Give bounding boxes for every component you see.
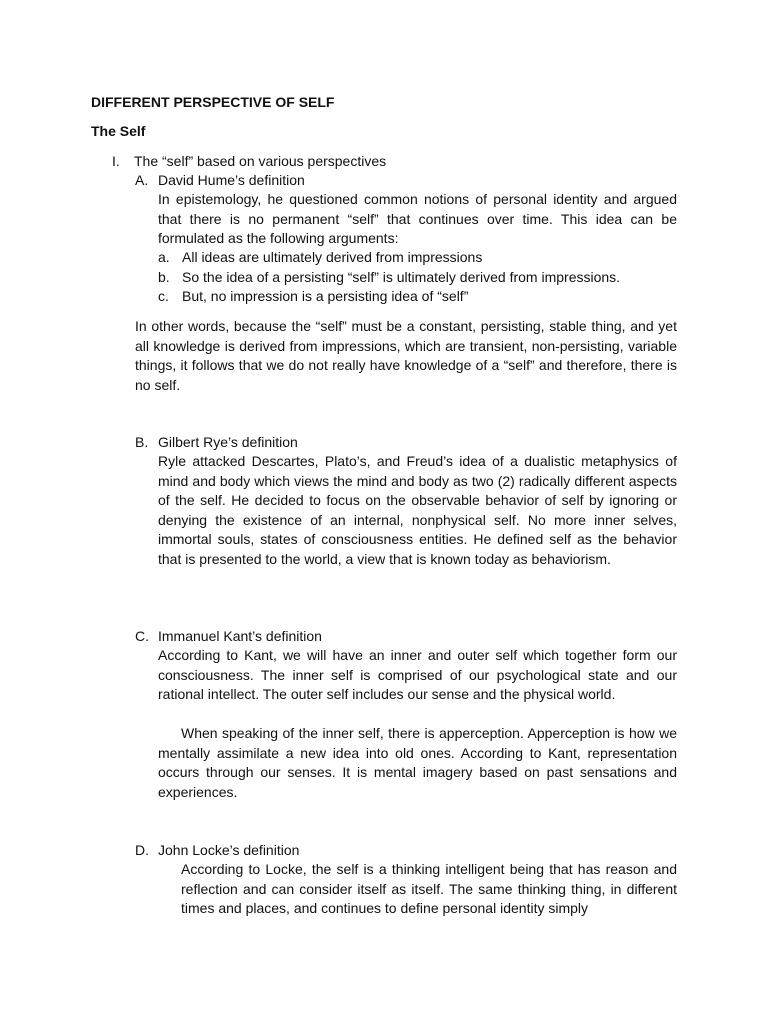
hume-argument-c bbox=[158, 287, 468, 307]
ryle-marker: B. bbox=[135, 434, 149, 450]
ryle-heading bbox=[135, 433, 298, 453]
hume-argument-a bbox=[158, 248, 482, 268]
hume-heading-text: David Hume’s definition bbox=[158, 172, 305, 188]
section-subtitle: The Self bbox=[91, 123, 146, 139]
ryle-heading-text: Gilbert Rye’s definition bbox=[158, 434, 298, 450]
section-heading-text: The “self” based on various perspectives bbox=[134, 153, 387, 169]
kant-heading-text: Immanuel Kant’s definition bbox=[158, 628, 322, 644]
argument-text: But, no impression is a persisting idea of “self” bbox=[182, 288, 469, 304]
kant-paragraph-2: When speaking of the inner self, there is apperception. Apperception is how we mentally assimilate a new idea into old ones. According to Kant, representation occurs through our senses. It is mental imagery based on past sensations and experiences. bbox=[158, 725, 677, 800]
argument-marker: c. bbox=[158, 288, 169, 304]
locke-heading-text: John Locke’s definition bbox=[158, 842, 300, 858]
locke-heading bbox=[135, 841, 299, 861]
ryle-paragraph: Ryle attacked Descartes, Plato’s, and Freud’s idea of a dualistic metaphysics of mind and body which views the mind and body as two (2) radically different aspects of the self. He decided to focus on the observable behavior of self by ignoring or denying the existence of an internal, nonphysical self. No more inner selves, immortal souls, states of consciousness entities. He defined self as the behavior that is presented to the world, a view that is known today as behaviorism. bbox=[158, 453, 677, 567]
section-marker: I. bbox=[112, 153, 120, 169]
hume-paragraph: In epistemology, he questioned common notions of personal identity and argued that there is no permanent “self” that continues over time. This idea can be formulated as the following arguments: bbox=[158, 191, 677, 246]
locke-paragraph: According to Locke, the self is a thinking intelligent being that has reason and reflection and can consider itself as itself. The same thinking thing, in different times and places, and continues to define personal identity simply bbox=[181, 861, 677, 916]
kant-heading bbox=[135, 627, 322, 647]
hume-argument-b bbox=[158, 268, 620, 288]
locke-marker: D. bbox=[135, 842, 149, 858]
kant-marker: C. bbox=[135, 628, 149, 644]
argument-marker: a. bbox=[158, 249, 170, 265]
argument-text: So the idea of a persisting “self” is ultimately derived from impressions. bbox=[182, 269, 621, 285]
hume-conclusion: In other words, because the “self” must be a constant, persisting, stable thing, and yet all knowledge is derived from impressions, which are transient, non-persisting, variable things, it follows that we do not really have knowledge of a “self” and therefore, there is no self. bbox=[135, 318, 677, 393]
document-title: DIFFERENT PERSPECTIVE OF SELF bbox=[91, 94, 335, 110]
hume-heading bbox=[135, 171, 305, 191]
argument-marker: b. bbox=[158, 269, 170, 285]
hume-marker: A. bbox=[135, 172, 149, 188]
section-heading bbox=[112, 152, 386, 172]
argument-text: All ideas are ultimately derived from impressions bbox=[182, 249, 483, 265]
kant-paragraph-1: According to Kant, we will have an inner and outer self which together form our consciousness. The inner self is comprised of our psychological state and our rational intellect. The outer self includes our sense and the physical world. bbox=[158, 647, 677, 702]
